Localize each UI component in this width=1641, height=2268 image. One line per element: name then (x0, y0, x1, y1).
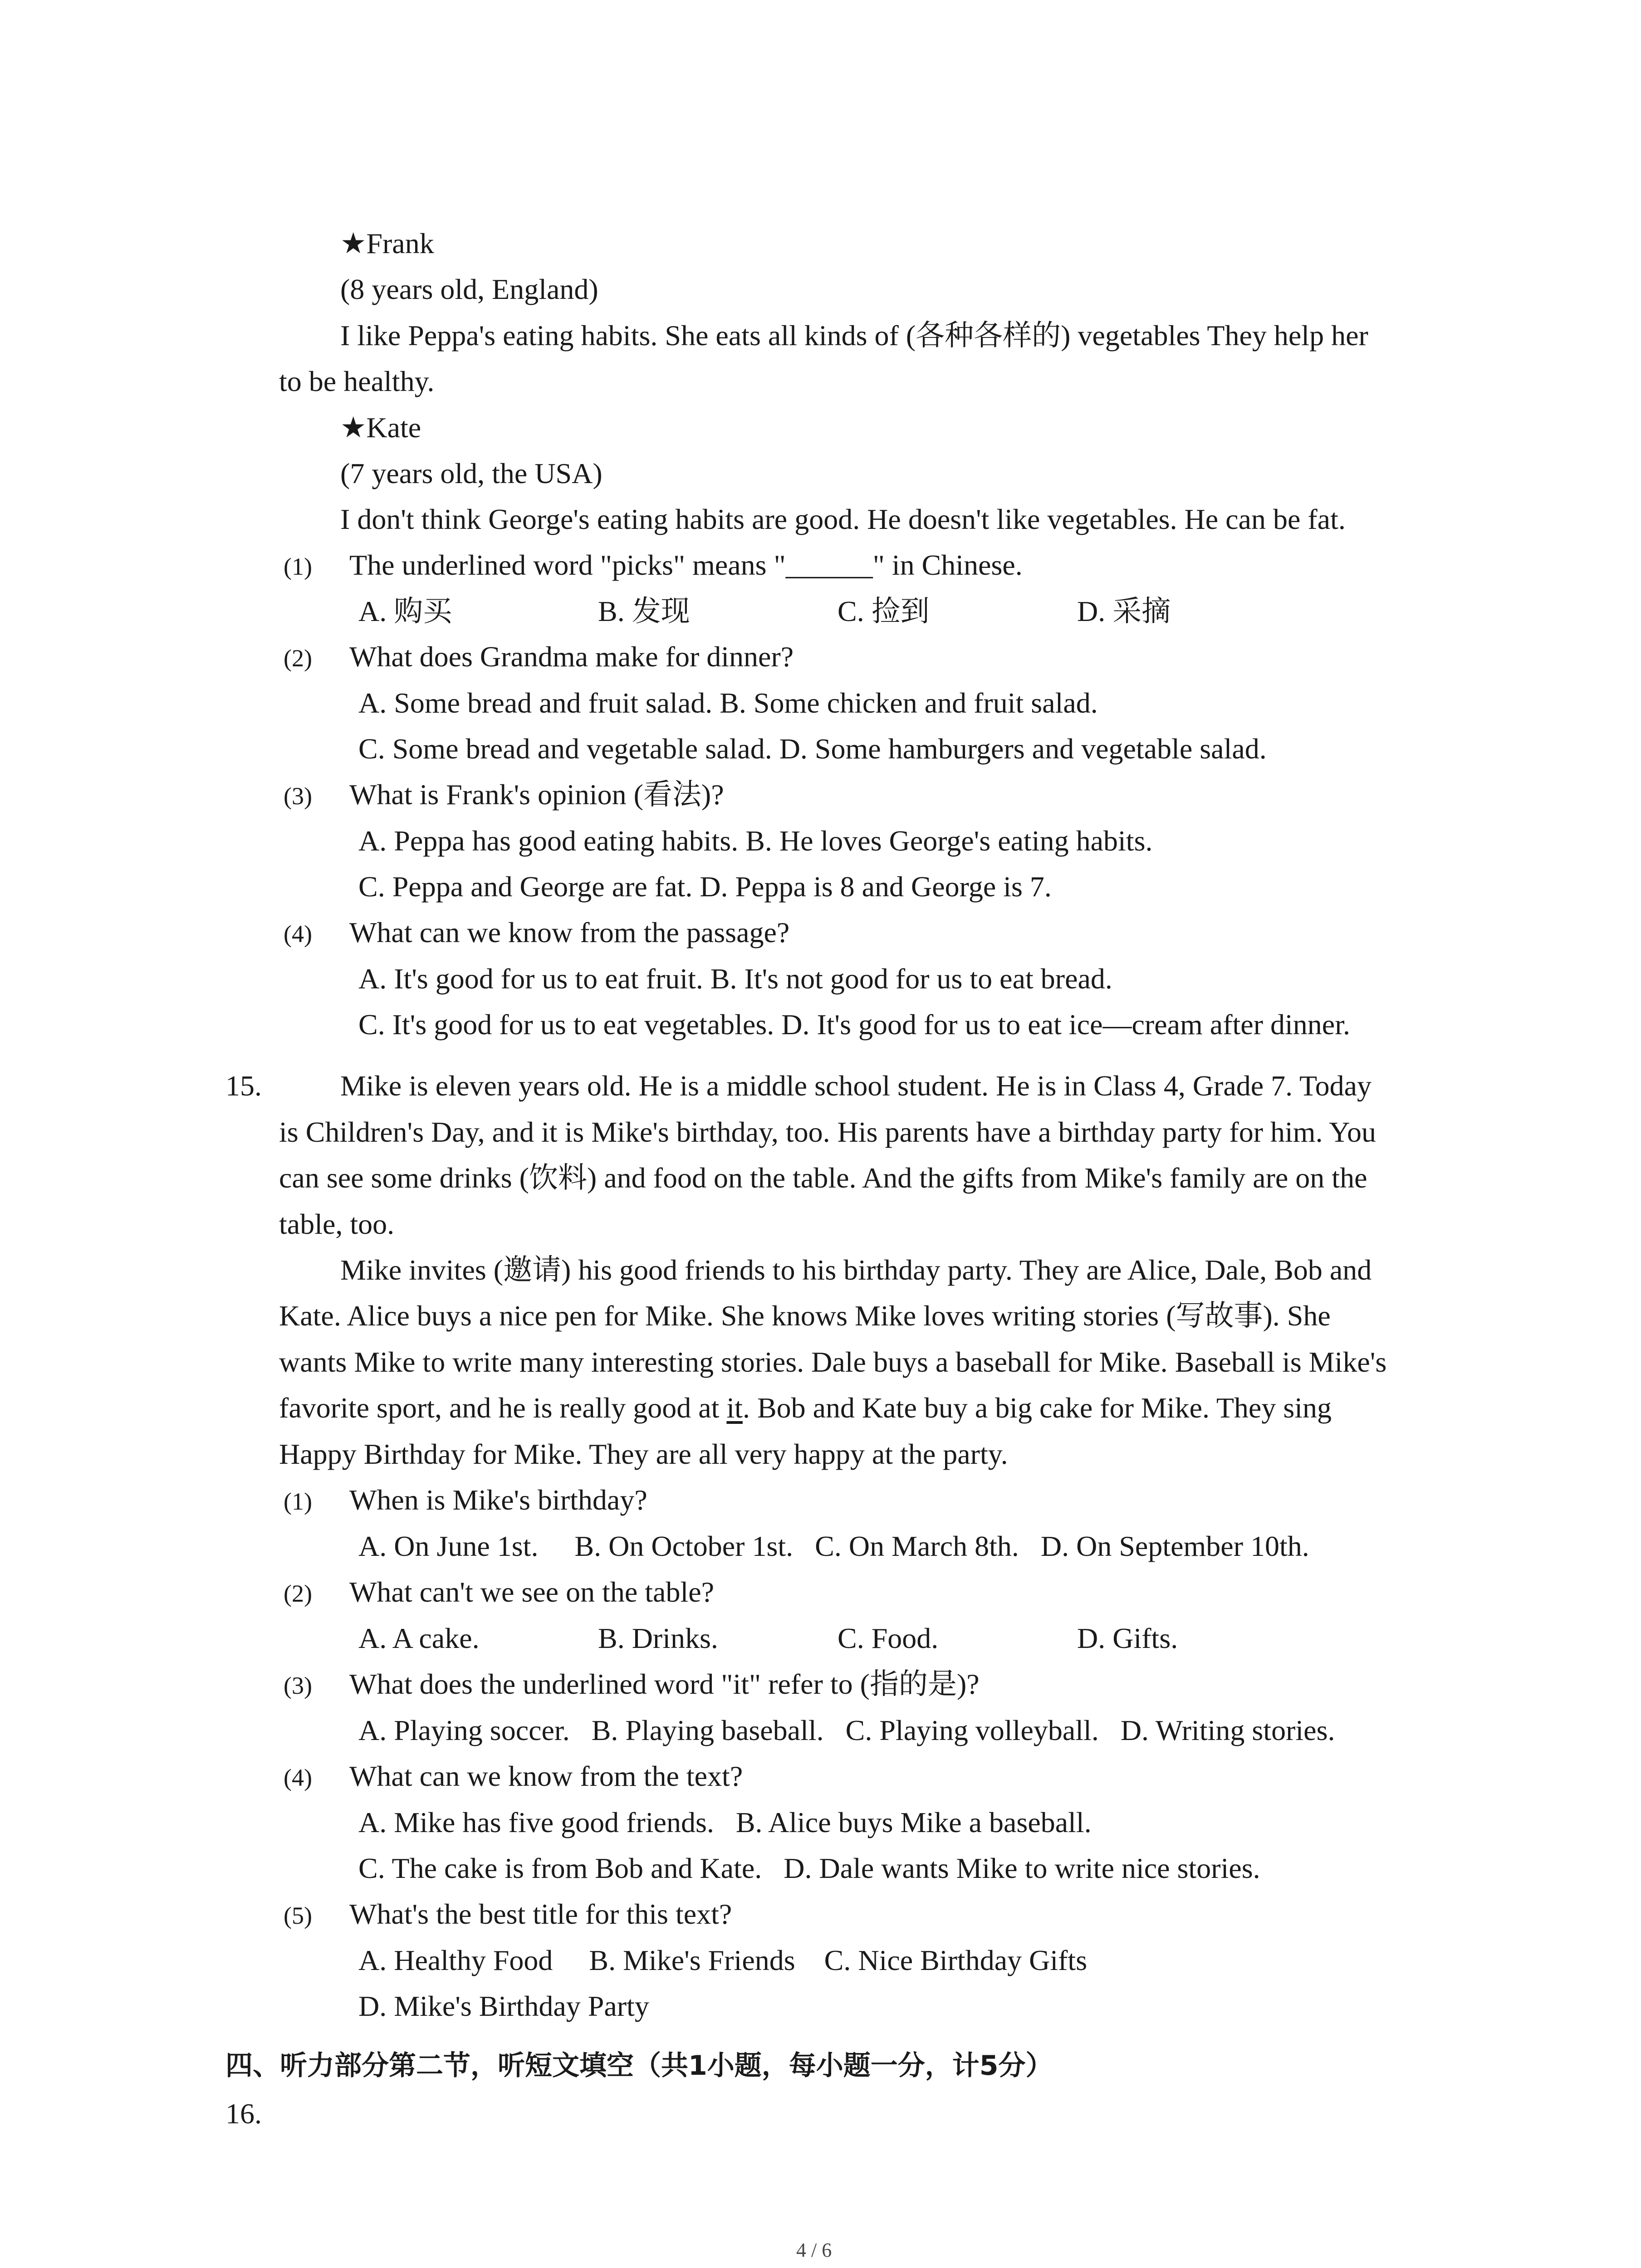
passage-line: Mike is eleven years old. He is a middle school student. He is in Class 4, Grade 7. Today (340, 1070, 1372, 1102)
question-number: (2) (284, 645, 312, 672)
passage-line: Happy Birthday for Mike. They are all very happy at the party. (279, 1438, 1008, 1470)
question-number: (1) (284, 1488, 312, 1515)
question-text: When is Mike's birthday? (349, 1484, 647, 1516)
question-number-16: 16. (225, 2097, 262, 2130)
option-c[interactable]: C. 捡到 (838, 595, 930, 627)
option-row[interactable]: A. Some bread and fruit salad. B. Some chicken and fruit salad. (358, 687, 1098, 719)
question-text: The underlined word "picks" means "______" in Chinese. (349, 549, 1023, 581)
question-text: What does the underlined word "it" refer to (指的是)? (349, 1668, 980, 1700)
option-a[interactable]: A. A cake. (358, 1622, 480, 1654)
option-a[interactable]: A. 购买 (358, 595, 452, 627)
question-number: (4) (284, 1764, 312, 1791)
question-text: What can we know from the passage? (349, 916, 790, 948)
underlined-word-it: it (726, 1392, 743, 1424)
option-row[interactable]: A. Playing soccer. B. Playing baseball. C. Playing volleyball. D. Writing stories. (358, 1714, 1335, 1746)
passage-line: Mike invites (邀请) his good friends to his birthday party. They are Alice, Dale, Bob and (340, 1254, 1372, 1286)
kate-info: (7 years old, the USA) (340, 457, 603, 489)
option-row[interactable]: A. Mike has five good friends. B. Alice buys Mike a baseball. (358, 1806, 1092, 1838)
option-row[interactable]: C. Peppa and George are fat. D. Peppa is 8 and George is 7. (358, 870, 1052, 903)
option-row[interactable]: C. It's good for us to eat vegetables. D. It's good for us to eat ice—cream after dinner. (358, 1008, 1350, 1041)
question-number-15: 15. (225, 1070, 262, 1102)
option-row[interactable]: C. The cake is from Bob and Kate. D. Dale wants Mike to write nice stories. (358, 1852, 1260, 1884)
option-row[interactable]: A. It's good for us to eat fruit. B. It's not good for us to eat bread. (358, 963, 1112, 995)
option-d[interactable]: D. Gifts. (1077, 1622, 1178, 1654)
question-number: (3) (284, 782, 312, 810)
question-number: (4) (284, 920, 312, 948)
question-number: (3) (284, 1672, 312, 1699)
passage-line: Kate. Alice buys a nice pen for Mike. She knows Mike loves writing stories (写故事). She (279, 1300, 1331, 1332)
frank-text-cont: to be healthy. (279, 365, 435, 397)
kate-text: I don't think George's eating habits are good. He doesn't like vegetables. He can be fat. (340, 503, 1346, 535)
option-row[interactable]: A. Healthy Food B. Mike's Friends C. Nice Birthday Gifts (358, 1944, 1087, 1976)
passage-line: table, too. (279, 1208, 395, 1240)
kate-name: ★Kate (340, 411, 421, 444)
option-row[interactable]: D. Mike's Birthday Party (358, 1990, 649, 2022)
section-heading: 四、听力部分第二节，听短文填空（共1小题，每小题一分，计5分） (225, 2050, 1053, 2082)
question-number: (1) (284, 553, 312, 580)
passage-text: favorite sport, and he is really good at (279, 1392, 727, 1424)
option-row[interactable]: C. Some bread and vegetable salad. D. Some hamburgers and vegetable salad. (358, 733, 1267, 765)
question-text: What can we know from the text? (349, 1760, 743, 1792)
option-c[interactable]: C. Food. (838, 1622, 939, 1654)
passage-line: wants Mike to write many interesting stories. Dale buys a baseball for Mike. Baseball is Mike's (279, 1346, 1387, 1378)
question-number: (2) (284, 1580, 312, 1607)
frank-text: I like Peppa's eating habits. She eats all kinds of (各种各样的) vegetables They help her (340, 319, 1368, 352)
option-row[interactable]: A. Peppa has good eating habits. B. He loves George's eating habits. (358, 825, 1153, 857)
option-d[interactable]: D. 采摘 (1077, 595, 1171, 627)
question-text: What's the best title for this text? (349, 1898, 732, 1930)
passage-line (279, 1393, 1332, 1422)
option-b[interactable]: B. Drinks. (598, 1622, 718, 1654)
option-row[interactable]: A. On June 1st. B. On October 1st. C. On March 8th. D. On September 10th. (358, 1530, 1309, 1562)
question-text: What can't we see on the table? (349, 1576, 715, 1608)
page-number: 4 / 6 (796, 2239, 832, 2261)
frank-name: ★Frank (340, 227, 434, 259)
passage-line: is Children's Day, and it is Mike's birthday, too. His parents have a birthday party for him. You (279, 1116, 1376, 1148)
question-text: What does Grandma make for dinner? (349, 640, 794, 673)
question-text: What is Frank's opinion (看法)? (349, 778, 724, 811)
question-number: (5) (284, 1902, 312, 1929)
option-b[interactable]: B. 发现 (598, 595, 690, 627)
passage-text: . Bob and Kate buy a big cake for Mike. They sing (742, 1392, 1332, 1424)
passage-line: can see some drinks (饮料) and food on the table. And the gifts from Mike's family are on the (279, 1162, 1367, 1194)
frank-info: (8 years old, England) (340, 273, 598, 305)
